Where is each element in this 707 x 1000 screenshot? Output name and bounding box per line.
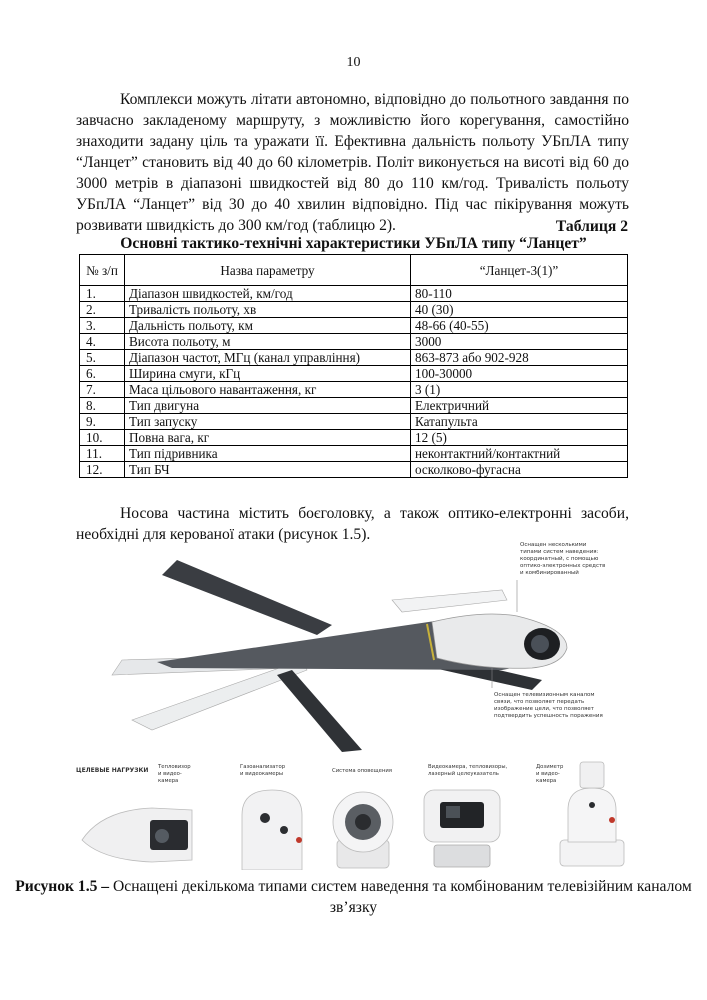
row-number: 9.	[80, 414, 125, 430]
row-value: осколково-фугасна	[411, 462, 628, 478]
row-number: 5.	[80, 350, 125, 366]
payload-dosimeter	[560, 762, 624, 866]
row-number: 8.	[80, 398, 125, 414]
callout-top: Оснащен несколькими типами систем наведения: координатный, с помощью оптико-электронных средств и комбинированный	[520, 542, 606, 576]
table-row	[80, 414, 628, 430]
table-row	[80, 366, 628, 382]
row-number: 11.	[80, 446, 125, 462]
table-row	[80, 318, 628, 334]
specs-table	[79, 254, 628, 478]
row-parameter: Тип БЧ	[125, 462, 411, 478]
row-value: 3000	[411, 334, 628, 350]
row-number: 12.	[80, 462, 125, 478]
caption-label: Рисунок 1.5 –	[15, 878, 110, 895]
row-parameter: Ширина смуги, кГц	[125, 366, 411, 382]
payload-laser-designator	[424, 790, 500, 867]
table-row	[80, 334, 628, 350]
row-number: 10.	[80, 430, 125, 446]
payloads-title: ЦЕЛЕВЫЕ НАГРУЗКИ	[76, 767, 149, 774]
row-value: 80-110	[411, 286, 628, 302]
table-row	[80, 286, 628, 302]
row-value: 40 (30)	[411, 302, 628, 318]
callout-bottom: Оснащен телевизионным каналом связи, что позволяет передать изображение цели, что позволяет подтвердить успешность поражения	[494, 692, 603, 719]
row-number: 4.	[80, 334, 125, 350]
table-row	[80, 382, 628, 398]
header-value: “Ланцет-3(1)”	[411, 255, 628, 286]
row-parameter: Тип двигуна	[125, 398, 411, 414]
table-number: Таблиця 2	[555, 218, 628, 235]
header-number: № з/п	[80, 255, 125, 286]
row-parameter: Тип підривника	[125, 446, 411, 462]
table-row	[80, 430, 628, 446]
row-parameter: Повна вага, кг	[125, 430, 411, 446]
row-number: 3.	[80, 318, 125, 334]
table-title: Основні тактико-технічні характеристики УБпЛА типу “Ланцет”	[120, 235, 587, 252]
payload-label-3: Система оповещения	[332, 768, 392, 774]
row-parameter: Тривалість польоту, хв	[125, 302, 411, 318]
second-paragraph: Носова частина містить боєголовку, а також оптико-електронні засоби, необхідні для керованої атаки (рисунок 1.5).	[76, 505, 629, 543]
row-number: 2.	[80, 302, 125, 318]
table-header-row	[80, 255, 628, 286]
payload-alert-system	[333, 792, 393, 868]
table-row	[80, 302, 628, 318]
payload-nose-camera	[82, 808, 192, 862]
caption-text: Оснащені декількома типами систем наведення та комбінованим телевізійним каналом зв’язку	[109, 878, 692, 916]
payload-label-1: Тепловизор и видео- камера	[158, 764, 191, 784]
row-parameter: Маса цільового навантаження, кг	[125, 382, 411, 398]
row-value: 3 (1)	[411, 382, 628, 398]
payload-label-2: Газоанализатор и видеокамеры	[240, 764, 286, 777]
table-row	[80, 398, 628, 414]
row-parameter: Тип запуску	[125, 414, 411, 430]
row-value: 863-873 або 902-928	[411, 350, 628, 366]
drone-figure	[62, 540, 652, 870]
payload-label-5: Дозиметр и видео- камера	[536, 764, 564, 784]
table-row	[80, 462, 628, 478]
row-value: 12 (5)	[411, 430, 628, 446]
row-parameter: Висота польоту, м	[125, 334, 411, 350]
table-row	[80, 350, 628, 366]
row-number: 1.	[80, 286, 125, 302]
row-number: 6.	[80, 366, 125, 382]
row-parameter: Діапазон швидкостей, км/год	[125, 286, 411, 302]
row-value: Електричний	[411, 398, 628, 414]
row-value: 100-30000	[411, 366, 628, 382]
row-parameter: Діапазон частот, МГц (канал управління)	[125, 350, 411, 366]
payload-label-4: Видеокамера, тепловизоры, лазерный целеуказатель	[428, 764, 508, 777]
row-value: неконтактний/контактний	[411, 446, 628, 462]
drone-illustration	[112, 560, 567, 752]
row-parameter: Дальність польоту, км	[125, 318, 411, 334]
payload-gas-analyzer	[242, 790, 302, 870]
row-number: 7.	[80, 382, 125, 398]
figure-caption	[0, 876, 707, 918]
intro-paragraph: Комплекси можуть літати автономно, відповідно до польотного завдання по завчасно закладеному маршруту, з можливістю його корегування, самостійно знаходити задану ціль та уражати її. Ефективна дальність польоту УБпЛА типу “Ланцет” становить від 40 до 60 кілометрів. Політ виконується на висоті від 60 до 3000 метрів в діапазоні швидкостей від 80 до 110 км/год. Тривалість польоту УБпЛА “Ланцет” від 30 до 40 хвилин відповідно. Під час пікірування можуть розвивати швидкість до 300 км/год (таблицю 2).	[76, 91, 629, 234]
table-row	[80, 446, 628, 462]
page-number: 10	[346, 55, 361, 70]
row-value: 48-66 (40-55)	[411, 318, 628, 334]
header-parameter: Назва параметру	[125, 255, 411, 286]
row-value: Катапульта	[411, 414, 628, 430]
